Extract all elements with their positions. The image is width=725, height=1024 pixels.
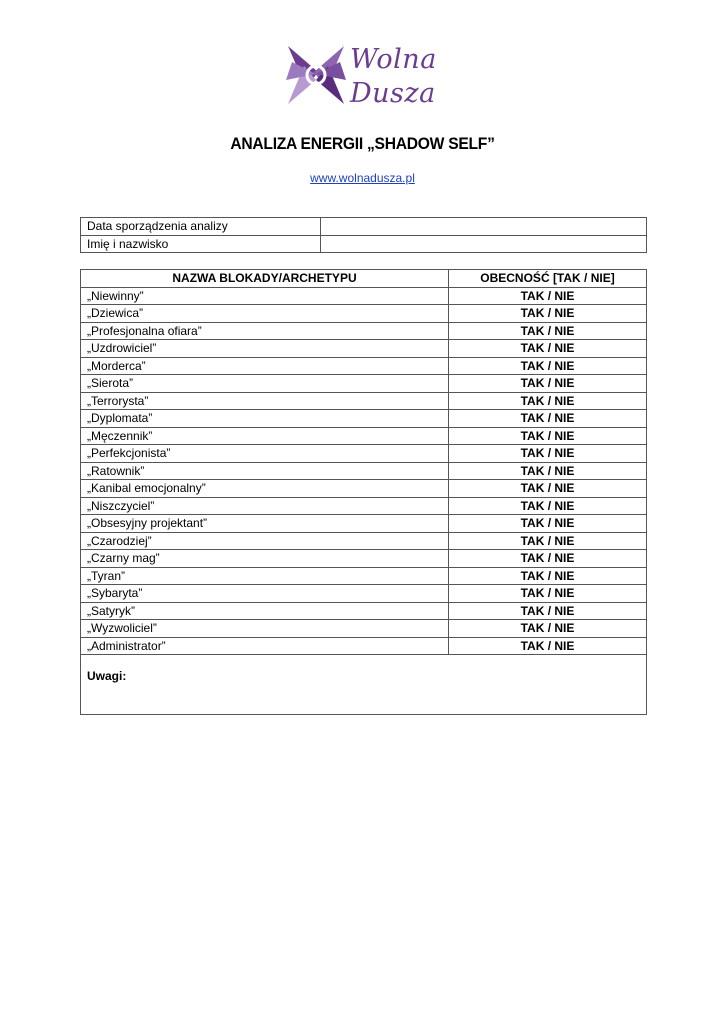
archetype-name: „Sierota” <box>81 375 449 393</box>
archetype-name: „Kanibal emocjonalny” <box>81 480 449 498</box>
table-row <box>81 445 647 463</box>
table-row <box>81 410 647 428</box>
website-link-wrapper <box>0 171 725 185</box>
table-row <box>81 602 647 620</box>
notes-label: Uwagi: <box>87 669 127 683</box>
archetype-name: „Perfekcjonista” <box>81 445 449 463</box>
presence-value[interactable]: TAK / NIE <box>449 287 647 305</box>
notes-box[interactable] <box>80 653 647 715</box>
archetype-name: „Terrorysta” <box>81 392 449 410</box>
table-row <box>81 305 647 323</box>
presence-value[interactable]: TAK / NIE <box>449 637 647 655</box>
page-title: ANALIZA ENERGII „SHADOW SELF” <box>230 134 495 153</box>
archetype-name: „Profesjonalna ofiara” <box>81 322 449 340</box>
info-label: Imię i nazwisko <box>81 235 321 253</box>
table-header-row <box>81 270 647 288</box>
archetype-name: „Czarny mag” <box>81 550 449 568</box>
archetype-name: „Niszczyciel” <box>81 497 449 515</box>
archetype-name: „Niewinny” <box>81 287 449 305</box>
table-row <box>81 620 647 638</box>
presence-value[interactable]: TAK / NIE <box>449 427 647 445</box>
archetype-name: „Obsesyjny projektant” <box>81 515 449 533</box>
presence-value[interactable]: TAK / NIE <box>449 602 647 620</box>
presence-value[interactable]: TAK / NIE <box>449 620 647 638</box>
table-row <box>81 392 647 410</box>
presence-value[interactable]: TAK / NIE <box>449 462 647 480</box>
archetype-name: „Sybaryta” <box>81 585 449 603</box>
info-label: Data sporządzenia analizy <box>81 218 321 236</box>
info-value-field[interactable] <box>321 235 647 253</box>
presence-value[interactable]: TAK / NIE <box>449 305 647 323</box>
table-row <box>81 637 647 655</box>
archetype-name: „Administrator” <box>81 637 449 655</box>
presence-value[interactable]: TAK / NIE <box>449 340 647 358</box>
table-row <box>81 532 647 550</box>
archetype-name: „Ratownik” <box>81 462 449 480</box>
presence-value[interactable]: TAK / NIE <box>449 567 647 585</box>
table-row <box>81 497 647 515</box>
presence-value[interactable]: TAK / NIE <box>449 322 647 340</box>
table-row <box>81 462 647 480</box>
table-row <box>81 235 647 253</box>
table-row <box>81 515 647 533</box>
archetype-name: „Dziewica” <box>81 305 449 323</box>
archetype-name: „Dyplomata” <box>81 410 449 428</box>
presence-value[interactable]: TAK / NIE <box>449 550 647 568</box>
archetype-name: „Wyzwoliciel” <box>81 620 449 638</box>
table-row <box>81 375 647 393</box>
butterfly-logo-icon <box>282 40 350 110</box>
archetype-table <box>80 269 647 655</box>
archetype-name: „Morderca” <box>81 357 449 375</box>
table-row <box>81 340 647 358</box>
brand-name-line2: Dusza <box>350 78 436 109</box>
presence-value[interactable]: TAK / NIE <box>449 497 647 515</box>
table-row <box>81 287 647 305</box>
presence-value[interactable]: TAK / NIE <box>449 515 647 533</box>
archetype-name: „Tyran” <box>81 567 449 585</box>
table-row <box>81 550 647 568</box>
archetype-name: „Męczennik” <box>81 427 449 445</box>
info-table <box>80 217 647 253</box>
column-header-name: NAZWA BLOKADY/ARCHETYPU <box>81 270 449 288</box>
presence-value[interactable]: TAK / NIE <box>449 532 647 550</box>
archetype-name: „Satyryk” <box>81 602 449 620</box>
presence-value[interactable]: TAK / NIE <box>449 410 647 428</box>
table-row <box>81 218 647 236</box>
presence-value[interactable]: TAK / NIE <box>449 445 647 463</box>
presence-value[interactable]: TAK / NIE <box>449 480 647 498</box>
table-row <box>81 567 647 585</box>
presence-value[interactable]: TAK / NIE <box>449 585 647 603</box>
website-link[interactable]: www.wolnadusza.pl <box>310 171 415 185</box>
archetype-name: „Czarodziej” <box>81 532 449 550</box>
table-row <box>81 427 647 445</box>
presence-value[interactable]: TAK / NIE <box>449 392 647 410</box>
presence-value[interactable]: TAK / NIE <box>449 375 647 393</box>
presence-value[interactable]: TAK / NIE <box>449 357 647 375</box>
table-row <box>81 357 647 375</box>
brand-name-line1: Wolna <box>350 44 437 75</box>
table-row <box>81 585 647 603</box>
info-value-field[interactable] <box>321 218 647 236</box>
column-header-presence: OBECNOŚĆ [TAK / NIE] <box>449 270 647 288</box>
table-row <box>81 322 647 340</box>
table-row <box>81 480 647 498</box>
archetype-name: „Uzdrowiciel” <box>81 340 449 358</box>
